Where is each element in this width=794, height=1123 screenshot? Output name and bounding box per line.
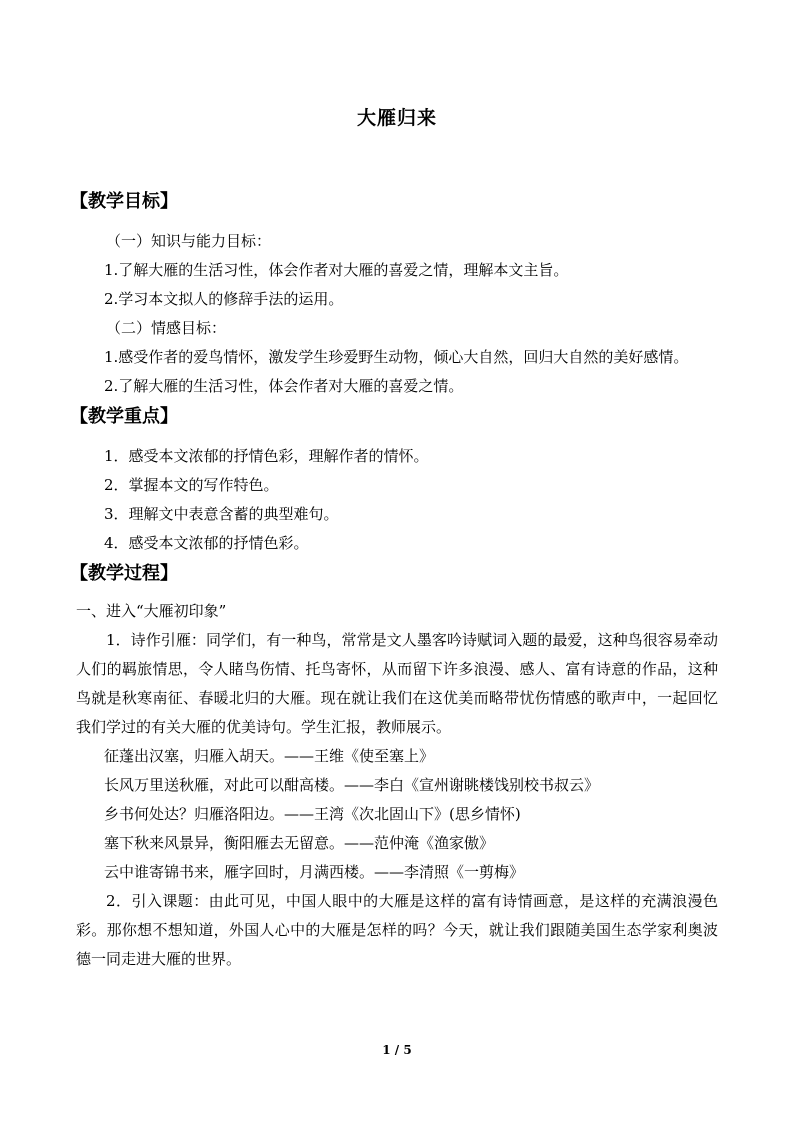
document-title: 大雁归来	[356, 107, 437, 129]
page-number: 1 / 5	[382, 1043, 412, 1057]
keypoint-item: 4．感受本文浓郁的抒情色彩。	[104, 534, 309, 552]
document-body	[70, 186, 718, 974]
section-heading-keypoints: 【教学重点】	[70, 406, 178, 427]
process-paragraph-topic: 2．引入课题：由此可见，中国人眼中的大雁是这样的富有诗情画意，是这样的充满浪漫色彩。那你想不想知道，外国人心中的大雁是怎样的吗？今天，就让我们跟随美国生态学家利奥波德一同走进大雁的世界。	[76, 892, 718, 968]
goals-item: 1.了解大雁的生活习性，体会作者对大雁的喜爱之情，理解本文主旨。	[104, 261, 569, 279]
goals-item: 2.了解大雁的生活习性，体会作者对大雁的喜爱之情。	[104, 377, 464, 395]
section-heading-process: 【教学过程】	[70, 563, 178, 584]
process-part-title: 一、进入“大雁初印象”	[76, 602, 227, 620]
section-heading-goals: 【教学目标】	[70, 191, 178, 212]
poem-quote: 云中谁寄锦书来，雁字回时，月满西楼。——李清照《一剪梅》	[104, 863, 525, 881]
keypoint-item: 3．理解文中表意含蓄的典型难句。	[104, 505, 339, 523]
keypoint-item: 1．感受本文浓郁的抒情色彩，理解作者的情怀。	[104, 447, 429, 465]
goals-subheading-knowledge: （一）知识与能力目标：	[106, 232, 272, 250]
poem-quote: 乡书何处达？归雁洛阳边。——王湾《次北固山下》(思乡情怀)	[104, 805, 521, 823]
goals-item: 1.感受作者的爱鸟情怀，激发学生珍爱野生动物，倾心大自然，回归大自然的美好感情。	[104, 348, 689, 366]
poem-quote: 征蓬出汉塞，归雁入胡天。——王维《使至塞上》	[104, 747, 435, 765]
poem-quote: 塞下秋来风景异，衡阳雁去无留意。——范仲淹《渔家傲》	[104, 834, 495, 852]
keypoint-item: 2．掌握本文的写作特色。	[104, 476, 279, 494]
goals-item: 2.学习本文拟人的修辞手法的运用。	[104, 290, 344, 308]
poem-quote: 长风万里送秋雁，对此可以酣高楼。——李白《宣州谢眺楼饯别校书叔云》	[104, 776, 600, 794]
goals-subheading-emotion: （二）情感目标：	[106, 319, 227, 337]
process-paragraph-intro: 1．诗作引雁：同学们，有一种鸟，常常是文人墨客吟诗赋词入题的最爱，这种鸟很容易牵动人们的羁旅情思，令人睹鸟伤情、托鸟寄怀，从而留下许多浪漫、感人、富有诗意的作品，这种鸟就是秋寒南征、春暖北归的大雁。现在就让我们在这优美而略带忧伤情感的歌声中，一起回忆我们学过的有关大雁的优美诗句。学生汇报，教师展示。	[76, 631, 718, 736]
